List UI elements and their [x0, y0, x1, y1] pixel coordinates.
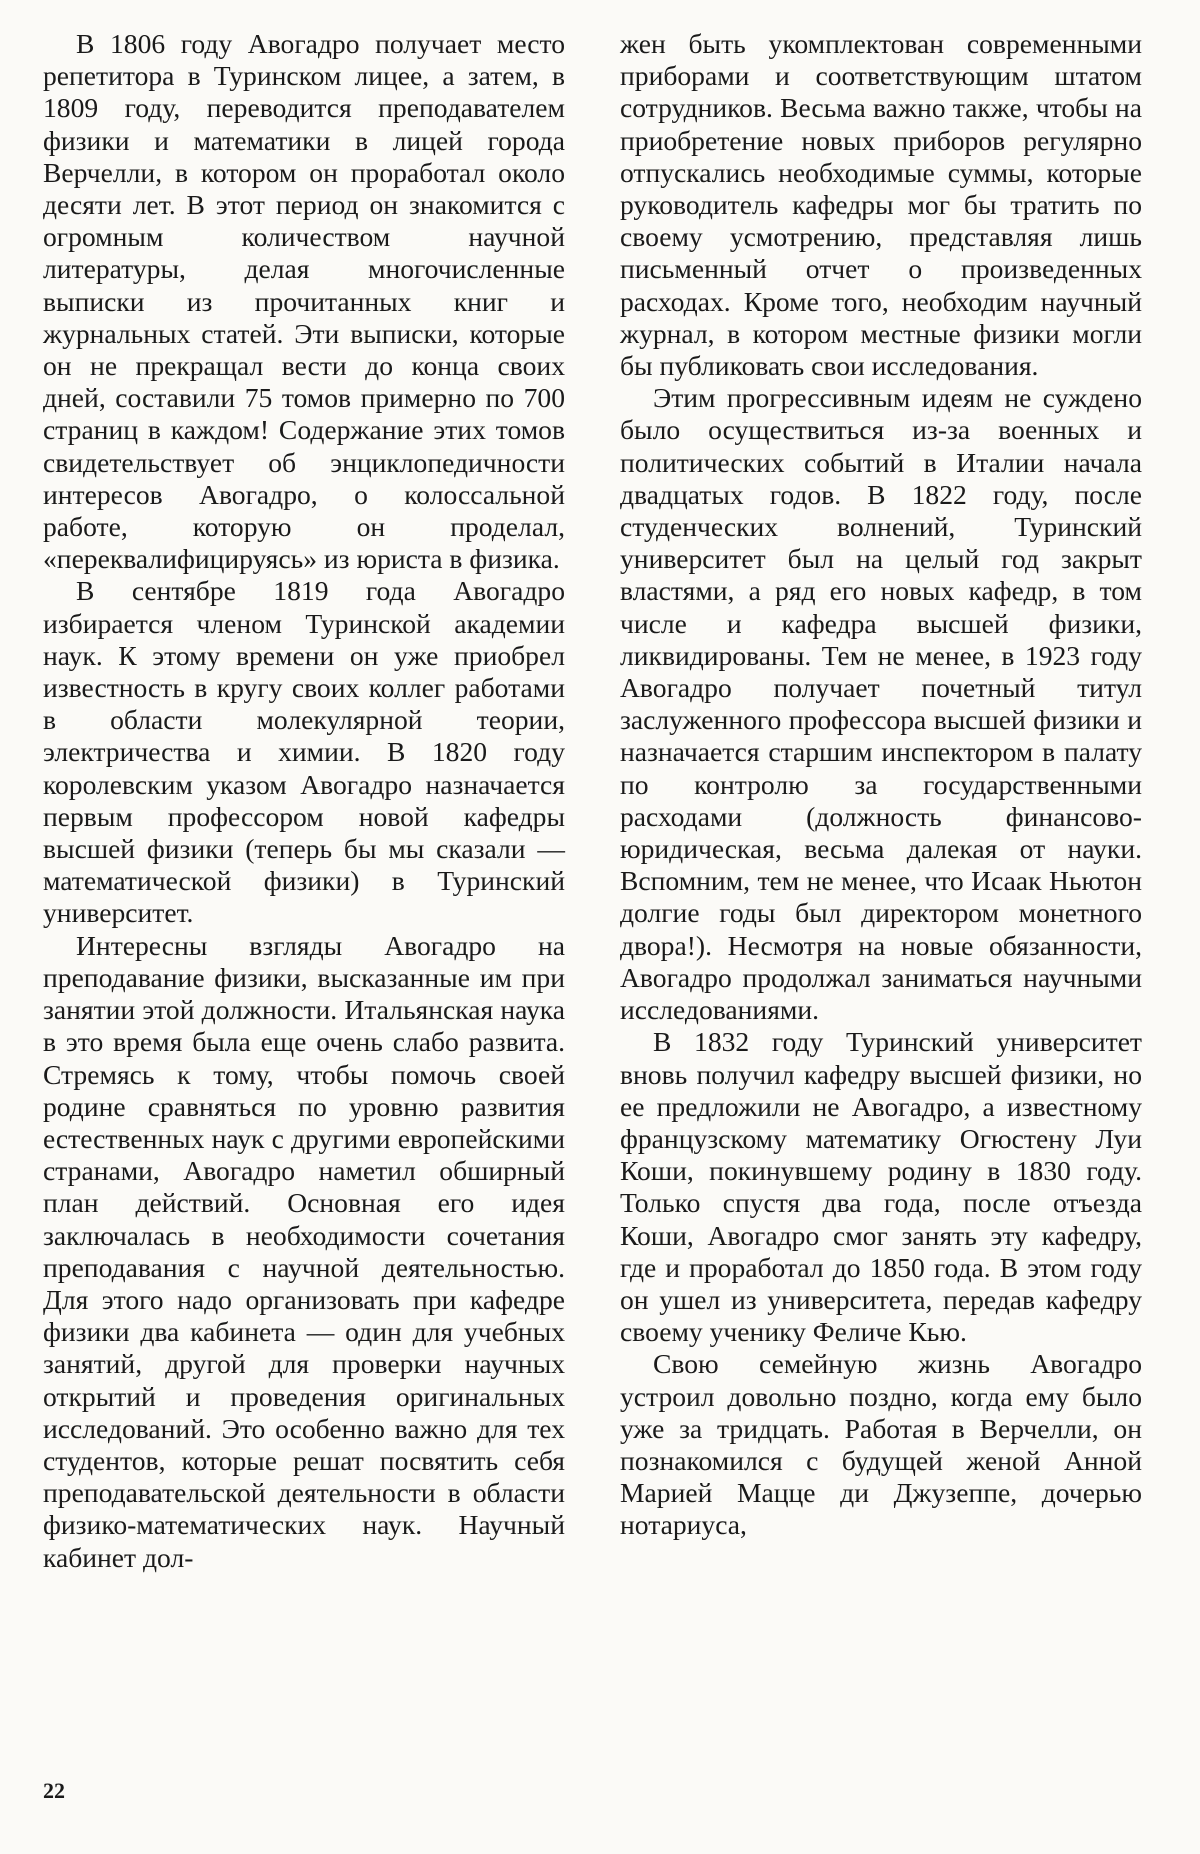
- paragraph-1832-university: В 1832 году Туринский университет вновь получил кафедру высшей физики, но ее предложили не Авогадро, а известному французскому математику Огюстену Луи Коши, покинувшему родину в 1830 году. Только спустя два года, после отъезда Коши, Авогадро смог занять эту кафедру, где и проработал до 1850 года. В этом году он ушел из университета, передав кафедру своему ученику Феличе Кью.: [620, 1026, 1142, 1348]
- right-text-column: [620, 28, 1142, 1542]
- page-number: 22: [43, 1778, 65, 1803]
- paragraph-continued-laboratory: жен быть укомплектован современными приборами и соответствующим штатом сотрудников. Весьма важно также, чтобы на приобретение новых приборов регулярно отпускались необходимые суммы, которые руководитель кафедры мог бы тратить по своему усмотрению, представляя лишь письменный отчет о произведенных расходах. Кроме того, необходим научный журнал, в котором местные физики могли бы публиковать свои исследования.: [620, 28, 1142, 382]
- paragraph-academy-election: В сентябре 1819 года Авогадро избирается членом Туринской академии наук. К этому времени он уже приобрел известность в кругу своих коллег работами в области молекулярной теории, электричества и химии. В 1820 году королевским указом Авогадро назначается первым профессором новой кафедры высшей физики (теперь бы мы сказали — математической физики) в Туринский университет.: [43, 575, 565, 929]
- paragraph-teaching-views: Интересны взгляды Авогадро на преподавание физики, высказанные им при занятии этой должности. Итальянская наука в это время была еще очень слабо развита. Стремясь к тому, чтобы помочь своей родине сравняться по уровню развития естественных наук с другими европейскими странами, Авогадро наметил обширный план действий. Основная его идея заключалась в необходимости сочетания преподавания с научной деятельностью. Для этого надо организовать при кафедре физики два кабинета — один для учебных занятий, другой для проверки научных открытий и проведения оригинальных исследований. Это особенно важно для тех студентов, которые решат посвятить себя преподавательской деятельности в области физико-математических наук. Научный кабинет дол-: [43, 929, 565, 1573]
- paragraph-family-life: Свою семейную жизнь Авогадро устроил довольно поздно, когда ему было уже за тридцать. Работая в Верчелли, он познакомился с будущей женой Анной Марией Мацце ди Джузеппе, дочерью нотариуса,: [620, 1348, 1142, 1541]
- left-text-column: [43, 28, 565, 1574]
- paragraph-progressive-ideas: Этим прогрессивным идеям не суждено было осуществиться из-за военных и политических событий в Италии начала двадцатых годов. В 1822 году, после студенческих волнений, Туринский университет был на целый год закрыт властями, а ряд его новых кафедр, в том числе и кафедра высшей физики, ликвидированы. Тем не менее, в 1923 году Авогадро получает почетный титул заслуженного профессора высшей физики и назначается старшим инспектором в палату по контролю за государственными расходами (должность финансово-юридическая, весьма далекая от науки. Вспомним, тем не менее, что Исаак Ньютон долгие годы был директором монетного двора!). Несмотря на новые обязанности, Авогадро продолжал заниматься научными исследованиями.: [620, 382, 1142, 1026]
- paragraph-avogadro-tutor: В 1806 году Авогадро получает место репетитора в Туринском лицее, а затем, в 1809 году, переводится преподавателем физики и математики в лицей города Верчелли, в котором он проработал около десяти лет. В этот период он знакомится с огромным количеством научной литературы, делая многочисленные выписки из прочитанных книг и журнальных статей. Эти выписки, которые он не прекращал вести до конца своих дней, составили 75 томов примерно по 700 страниц в каждом! Содержание этих томов свидетельствует об энциклопедичности интересов Авогадро, о колоссальной работе, которую он проделал, «переквалифицируясь» из юриста в физика.: [43, 28, 565, 575]
